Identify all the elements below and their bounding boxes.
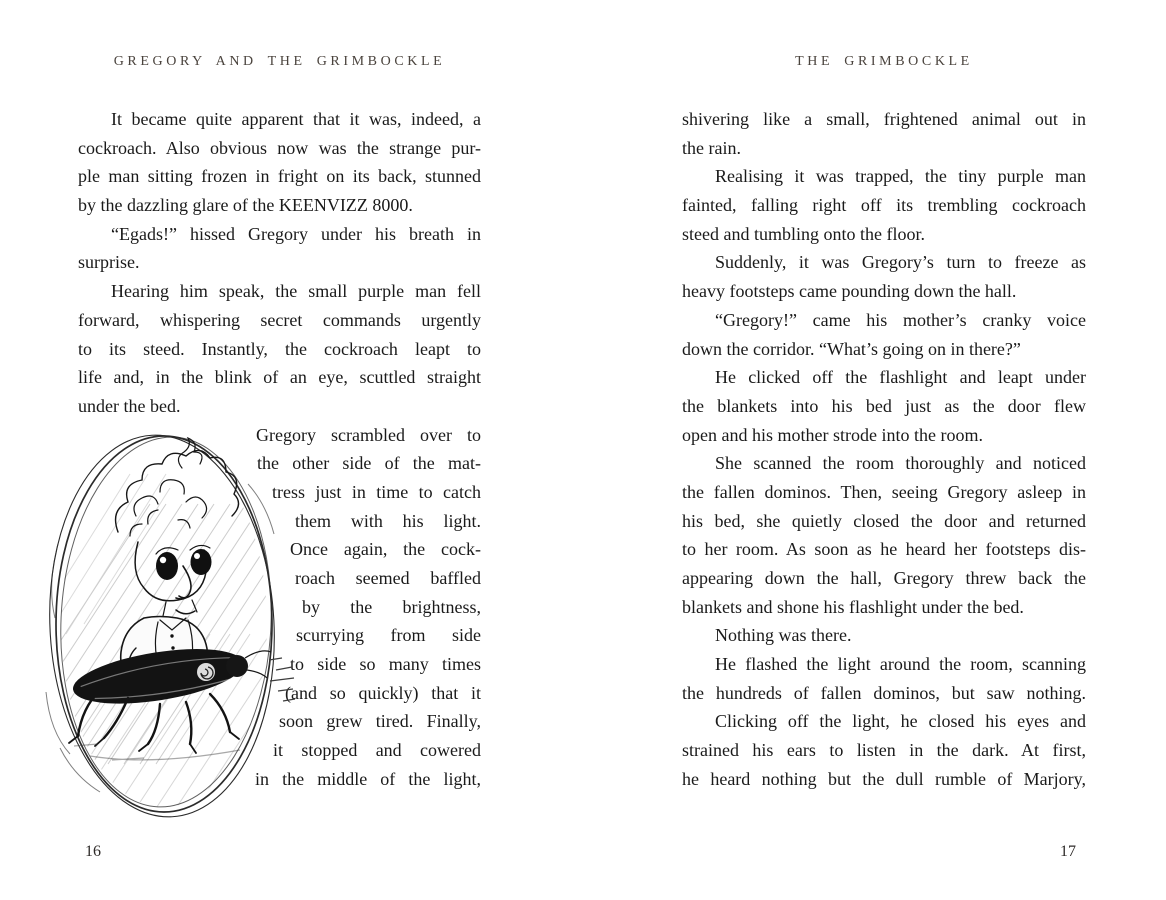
- illustration-grimbockle-riding-cockroach: [40, 424, 306, 828]
- text-line: scurrying from side: [296, 625, 481, 646]
- text-line: He clicked off the flashlight and leapt under: [715, 367, 1086, 388]
- text-line: It became quite apparent that it was, indeed, a: [111, 109, 481, 129]
- text-line: tress just in time to catch: [272, 481, 481, 502]
- text-line: He flashed the light around the room, scanning: [715, 654, 1086, 675]
- text-line: Nothing was there.: [715, 625, 852, 646]
- text-line: his bed, she quietly closed the door and returned: [682, 510, 1086, 531]
- text-line: appearing down the hall, Gregory threw back the: [682, 568, 1086, 588]
- text-line: in the middle of the light,: [255, 768, 481, 789]
- text-line: Suddenly, it was Gregory’s turn to freeze as: [715, 252, 1086, 273]
- text-line: down the corridor. “What’s going on in there?”: [682, 338, 1021, 359]
- text-line: to her room. As soon as he heard her footsteps dis-: [682, 539, 1086, 560]
- text-line: cockroach. Also obvious now was the strange pur-: [78, 137, 481, 158]
- text-line: shivering like a small, frightened animal out in: [682, 109, 1086, 129]
- text-line: forward, whispering secret commands urgently: [78, 309, 481, 330]
- text-line: Clicking off the light, he closed his eyes and: [715, 711, 1086, 732]
- page-number-left: 16: [85, 843, 101, 860]
- text-line: strained his ears to listen in the dark. At first,: [682, 740, 1086, 761]
- text-line: by the brightness,: [302, 596, 481, 617]
- text-line: soon grew tired. Finally,: [279, 711, 481, 732]
- left-page: [78, 55, 481, 794]
- right-page: [682, 55, 1086, 794]
- text-line: open and his mother strode into the room.: [682, 424, 983, 445]
- cockroach: [69, 639, 271, 753]
- text-line: them with his light.: [295, 510, 481, 531]
- text-line: Realising it was trapped, the tiny purple man: [715, 166, 1086, 187]
- running-head-left: GREGORY AND THE GRIMBOCKLE: [113, 54, 446, 69]
- text-line: the rain.: [682, 137, 741, 158]
- text-line: ple man sitting frozen in fright on its back, stunned: [78, 166, 481, 187]
- text-line: fainted, falling right off its trembling cockroach: [682, 195, 1086, 216]
- text-line: he heard nothing but the dull rumble of Marjory,: [682, 768, 1086, 789]
- text-line: surprise.: [78, 252, 140, 273]
- text-line: (and so quickly) that it: [285, 682, 481, 703]
- text-line: under the bed.: [78, 395, 181, 416]
- page-number-right: 17: [1060, 843, 1076, 860]
- text-line: the fallen dominos. Then, seeing Gregory asleep in: [682, 481, 1086, 502]
- text-line: to its steed. Instantly, the cockroach leapt to: [78, 338, 481, 359]
- text-line: “Egads!” hissed Gregory under his breath in: [111, 223, 481, 244]
- text-line: to side so many times: [290, 654, 481, 675]
- text-line: by the dazzling glare of the KEENVIZZ 8000.: [78, 195, 413, 216]
- text-line: heavy footsteps came pounding down the hall.: [682, 281, 1017, 302]
- right-page-text: [682, 105, 1086, 794]
- running-head-right: THE GRIMBOCKLE: [795, 54, 973, 69]
- text-line: She scanned the room thoroughly and noticed: [715, 453, 1086, 474]
- text-line: roach seemed baffled: [295, 568, 481, 588]
- text-line: Gregory scrambled over to: [256, 424, 481, 445]
- text-line: the other side of the mat-: [257, 453, 481, 474]
- text-line: the hundreds of fallen dominos, but saw nothing.: [682, 682, 1086, 703]
- text-line: the blankets into his bed just as the door flew: [682, 395, 1086, 416]
- text-line: steed and tumbling onto the floor.: [682, 223, 925, 244]
- left-page-text-top: [78, 105, 481, 421]
- text-line: Once again, the cock-: [290, 539, 481, 560]
- text-line: blankets and shone his flashlight under the bed.: [682, 596, 1024, 617]
- text-line: life and, in the blink of an eye, scuttled straight: [78, 367, 481, 388]
- text-line: Hearing him speak, the small purple man fell: [111, 281, 481, 302]
- text-line: “Gregory!” came his mother’s cranky voice: [715, 309, 1086, 330]
- text-line: it stopped and cowered: [273, 740, 481, 761]
